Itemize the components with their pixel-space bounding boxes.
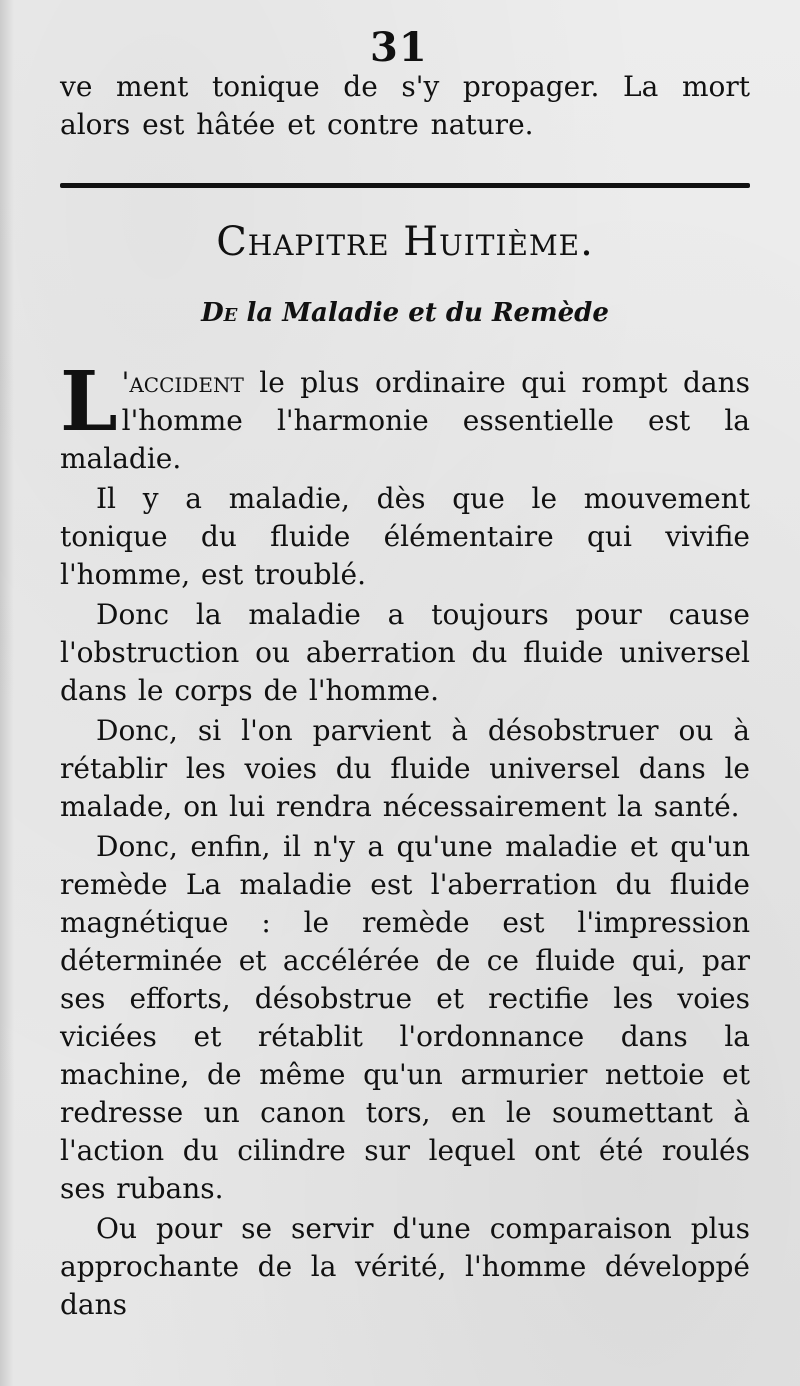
paragraph-1-lead: 'accident <box>121 366 244 399</box>
paragraph-3: Donc la maladie a toujours pour cause l'obstruction ou aberration du fluide universel dans le corps de l'homme. <box>60 598 750 707</box>
paragraph-2: Il y a maladie, dès que le mouvement tonique du fluide élémentaire qui vivifie l'homme, est troublé. <box>60 482 750 591</box>
paragraph-1 <box>60 354 750 478</box>
chapter-title: Chapitre Huitième. <box>216 219 594 265</box>
drop-cap: L <box>60 354 118 450</box>
subtitle-rest: la Maladie et du Remède <box>246 298 609 328</box>
chapter-body <box>60 354 750 1324</box>
chapter-subtitle <box>60 296 750 330</box>
subtitle-prefix: De <box>201 298 238 328</box>
section-divider-rule <box>60 183 750 188</box>
paragraph-4: Donc, si l'on parvient à désobstruer ou à rétablir les voies du fluide universel dans le malade, on lui rendra nécessairement la santé. <box>60 714 750 823</box>
continued-text: ve ment tonique de s'y propager. La mort alors est hâtée et contre nature. <box>60 70 750 141</box>
page-gutter-shadow <box>0 0 14 1386</box>
paragraph-1-text: le plus ordinaire qui rompt dans l'homme l'harmonie essentielle est la maladie. <box>60 366 750 475</box>
paragraph-5: Donc, enfin, il n'y a qu'une maladie et qu'un remède La maladie est l'aberration du fluide magnétique : le remède est l'impression déterminée et accélérée de ce fluide qui, par ses efforts, désobstrue et rectifie les voies viciées et rétablit l'ordonnance dans la machine, de même qu'un armurier nettoie et redresse un canon tors, en le soumettant à l'action du cilindre sur lequel ont été roulés ses rubans. <box>60 830 750 1205</box>
page-number: 31 <box>370 24 428 71</box>
paragraph-6: Ou pour se servir d'une comparaison plus approchante de la vérité, l'homme développé dans <box>60 1212 750 1321</box>
